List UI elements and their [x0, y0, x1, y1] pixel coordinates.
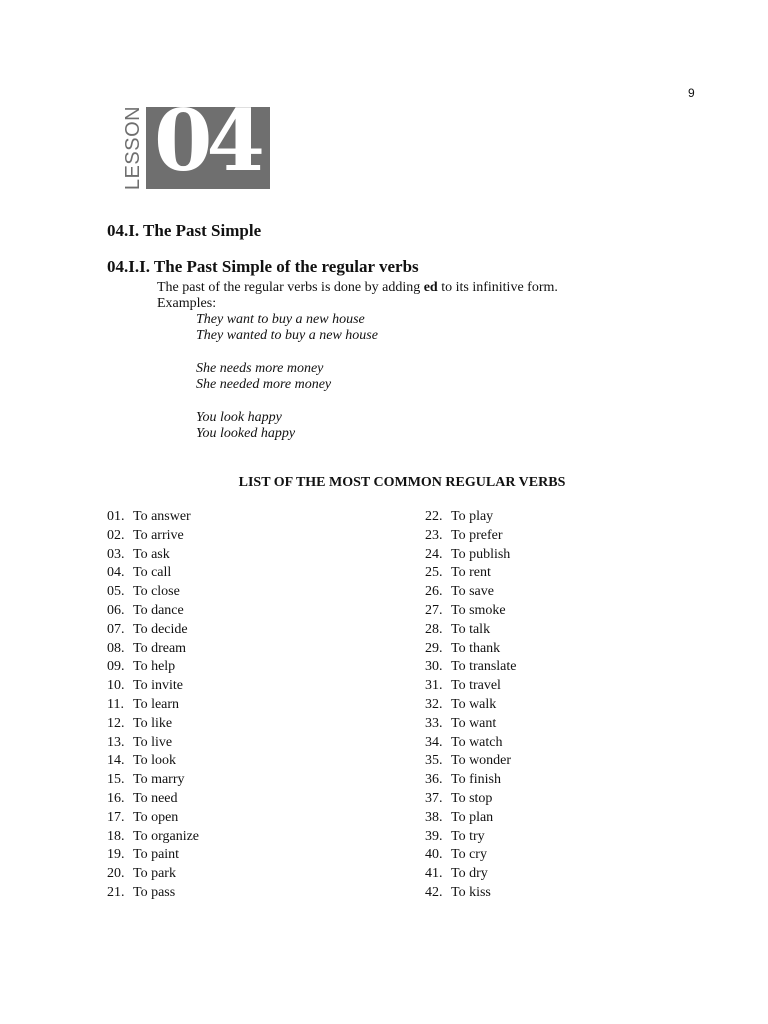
verb-list-item [107, 790, 199, 809]
verb-number: 19. [107, 847, 125, 863]
verb-number: 13. [107, 734, 125, 750]
verb-number: 23. [425, 527, 443, 543]
verb-number: 25. [425, 565, 443, 581]
verb-list-item [425, 771, 517, 790]
verb-text: To wonder [451, 753, 512, 769]
verb-number: 32. [425, 696, 443, 712]
page-number: 9 [688, 86, 695, 100]
verb-list-item [425, 508, 517, 527]
verb-list-item [425, 734, 517, 753]
verb-text: To cry [451, 847, 487, 863]
verb-list-item [425, 527, 517, 546]
verb-list-item [425, 752, 517, 771]
verb-text: To close [133, 584, 180, 600]
verb-text: To dream [133, 640, 187, 656]
verb-text: To decide [133, 621, 188, 637]
verb-text: To live [133, 734, 173, 750]
verb-text: To park [133, 866, 176, 882]
verb-text: To open [133, 809, 179, 825]
lesson-number-box [146, 107, 270, 189]
verb-list-item [425, 696, 517, 715]
verb-list-item [107, 640, 199, 659]
verb-number: 42. [425, 884, 443, 900]
verb-number: 24. [425, 546, 443, 562]
verb-text: To dance [133, 602, 184, 618]
verb-number: 37. [425, 790, 443, 806]
verb-list-item [107, 677, 199, 696]
verb-number: 40. [425, 847, 443, 863]
lesson-word-text: LESSON [122, 105, 144, 191]
intro-paragraph [157, 280, 558, 296]
lesson-badge [120, 107, 270, 189]
verb-text: To publish [451, 546, 511, 562]
lesson-number: 04 [154, 107, 259, 189]
example-line: You looked happy [196, 426, 296, 441]
verb-list-item [107, 546, 199, 565]
verb-number: 01. [107, 509, 125, 524]
verb-number: 15. [107, 772, 125, 788]
verb-list-left [107, 508, 199, 903]
verb-number: 33. [425, 715, 443, 731]
verb-text: To marry [133, 772, 185, 788]
verb-list-item [107, 508, 199, 527]
verb-text: To watch [451, 734, 503, 750]
verb-text: To thank [451, 640, 501, 656]
verb-list-item [425, 677, 517, 696]
verb-number: 26. [425, 584, 443, 600]
intro-text-after: to its infinitive form. [437, 280, 558, 295]
subsection-heading: 04.I.I. The Past Simple of the regular verbs [107, 257, 419, 276]
verb-text: To rent [451, 565, 491, 581]
verb-list-item [425, 564, 517, 583]
verb-text: To play [451, 509, 494, 524]
verb-text: To need [133, 790, 178, 806]
verb-list-item [425, 658, 517, 677]
verb-number: 11. [107, 696, 124, 712]
verb-text: To smoke [451, 602, 506, 618]
verb-number: 05. [107, 584, 125, 600]
verb-text: To call [133, 565, 172, 581]
verb-number: 06. [107, 602, 125, 618]
verb-text: To dry [451, 866, 488, 882]
verb-number: 41. [425, 866, 443, 882]
verb-list-item [107, 527, 199, 546]
verb-list-item [425, 790, 517, 809]
verb-number: 30. [425, 659, 443, 675]
verb-list-item [107, 734, 199, 753]
verb-text: To travel [451, 678, 501, 694]
verb-number: 38. [425, 809, 443, 825]
intro-suffix-bold: ed [423, 280, 438, 295]
verb-text: To look [133, 753, 176, 769]
verb-list-item [425, 546, 517, 565]
verb-text: To translate [451, 659, 517, 675]
verb-text: To finish [451, 772, 501, 788]
verb-text: To paint [133, 847, 180, 863]
verb-number: 09. [107, 659, 125, 675]
verb-text: To prefer [451, 527, 503, 543]
verb-list-item [107, 602, 199, 621]
example-line: They wanted to buy a new house [196, 328, 378, 343]
verb-list-item [425, 865, 517, 884]
verb-text: To plan [451, 809, 494, 825]
verb-number: 20. [107, 866, 125, 882]
verb-number: 17. [107, 809, 125, 825]
examples-label: Examples: [157, 296, 217, 311]
verb-text: To try [451, 828, 485, 844]
verb-list-item [107, 564, 199, 583]
verb-number: 21. [107, 884, 125, 900]
verb-text: To save [451, 584, 494, 600]
verb-text: To want [451, 715, 497, 731]
verb-number: 14. [107, 753, 125, 769]
verb-number: 03. [107, 546, 125, 562]
section-heading: 04.I. The Past Simple [107, 221, 262, 240]
verb-list-right [425, 508, 517, 903]
verb-list-item [425, 809, 517, 828]
verb-text: To organize [133, 828, 200, 844]
verb-number: 28. [425, 621, 443, 637]
verb-list-item [107, 828, 199, 847]
verb-list-item [425, 602, 517, 621]
verb-list-title: LIST OF THE MOST COMMON REGULAR VERBS [238, 475, 566, 490]
verb-number: 02. [107, 527, 125, 543]
verb-text: To talk [451, 621, 491, 637]
lesson-word [120, 107, 146, 189]
verb-number: 10. [107, 678, 125, 694]
verb-text: To invite [133, 678, 183, 694]
verb-list-item [107, 658, 199, 677]
verb-list-item [107, 884, 199, 903]
verb-text: To stop [451, 790, 493, 806]
verb-number: 39. [425, 828, 443, 844]
verb-list-item [107, 846, 199, 865]
verb-text: To answer [133, 509, 191, 524]
intro-text-before: The past of the regular verbs is done by adding [157, 280, 424, 295]
verb-number: 36. [425, 772, 443, 788]
verb-list-item [107, 771, 199, 790]
verb-number: 22. [425, 509, 443, 524]
verb-list-item [107, 865, 199, 884]
verb-number: 31. [425, 678, 443, 694]
example-line: You look happy [196, 410, 282, 425]
verb-list-item [107, 809, 199, 828]
verb-text: To walk [451, 696, 497, 712]
verb-list-item [107, 621, 199, 640]
verb-list-item [425, 715, 517, 734]
verb-number: 35. [425, 753, 443, 769]
verb-text: To ask [133, 546, 170, 562]
verb-list-item [107, 715, 199, 734]
verb-number: 27. [425, 602, 443, 618]
verb-number: 07. [107, 621, 125, 637]
verb-number: 29. [425, 640, 443, 656]
verb-number: 18. [107, 828, 125, 844]
verb-text: To help [133, 659, 176, 675]
verb-text: To learn [133, 696, 180, 712]
verb-list-item [107, 583, 199, 602]
verb-list-item [425, 640, 517, 659]
verb-list-item [425, 828, 517, 847]
example-line: She needed more money [196, 377, 332, 392]
verb-list-item [425, 583, 517, 602]
verb-text: To pass [133, 884, 176, 900]
verb-list-item [425, 621, 517, 640]
verb-list-item [107, 696, 199, 715]
verb-list-item [425, 884, 517, 903]
example-line: They want to buy a new house [196, 312, 365, 327]
verb-list-item [425, 846, 517, 865]
verb-number: 16. [107, 790, 125, 806]
verb-number: 08. [107, 640, 125, 656]
example-line: She needs more money [196, 361, 324, 376]
verb-number: 12. [107, 715, 125, 731]
verb-number: 04. [107, 565, 125, 581]
verb-text: To like [133, 715, 173, 731]
verb-text: To kiss [451, 884, 491, 900]
verb-list-item [107, 752, 199, 771]
verb-text: To arrive [133, 527, 184, 543]
verb-number: 34. [425, 734, 443, 750]
